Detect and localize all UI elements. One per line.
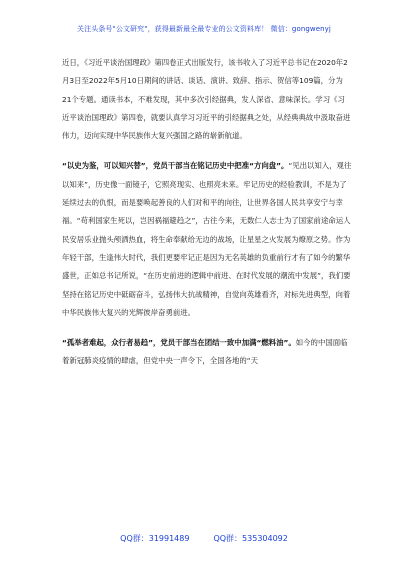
paragraph-3 — [62, 334, 352, 371]
page-footer — [0, 533, 408, 544]
page-header: 关注头条号"公文研究"，获得最新最全最专业的公文资料库！ 微信：gongwenyj — [77, 25, 331, 33]
paragraph-1 — [62, 54, 352, 145]
paragraph-2-lead: “以史为鉴，可以知兴替”，党员干部当在铭记历史中把准“方向盘”。 — [62, 161, 289, 171]
paragraph-2-text: “见出以知入，观往以知来”，历史像一面镜子，它照亮现实、也照亮未来。牢记历史的经验教训，不是为了延续过去的仇恨，而是要唤起善良的人们对和平的向往，让世界各国人民共享安宁与幸福。“苟利国家生死以，岂因祸福避趋之”，古往今来，无数仁人志士为了国家前途命运人民安居乐业抛头颅洒热血，将生命奉献给无边的战场，让星星之火发展为燎原之势。作为年轻干部，生逢伟大时代，我们更要牢记正是因为无名英雄的负重前行才有了如今的繁华盛世，正如总书记所说，“在历史前进的逻辑中前进、在时代发展的潮流中发展”，我们要坚持在铭记历史中砥砺奋斗，弘扬伟大抗战精神，自觉向英雄看齐，对标先进典型，向着中华民族伟大复兴的光辉彼岸奋勇前进。 — [62, 161, 352, 317]
paragraph-2 — [62, 157, 352, 322]
document-body — [62, 54, 352, 383]
paragraph-3-lead: “孤举者难起，众行者易趋”，党员干部当在团结一致中加满“燃料油”。 — [62, 338, 296, 348]
paragraph-3-text: 如今的中国面临着新冠肺炎疫情的肆虐，但党中央一声令下，全国各地的“天 — [62, 338, 348, 366]
paragraph-1-text: 近日，《习近平谈治国理政》第四卷正式出版发行，该书收入了习近平总书记在2020年2月3日至2022年5月10日期间的讲话、谈话、演讲、致辞、指示、贺信等109篇，分为21个专题。通读书本，不难发现，其中多次引经据典，发人深省、意味深长。学习《习近平谈治国理政》第四卷，就要认真学习习近平的引经据典之处，从经典典故中汲取奋进伟力，迈向实现中华民族伟大复兴强国之路的崭新航道。 — [62, 58, 351, 141]
footer-qq-group-1: QQ群：31991489 — [120, 534, 190, 543]
footer-qq-group-2: QQ群：535304092 — [213, 534, 288, 543]
